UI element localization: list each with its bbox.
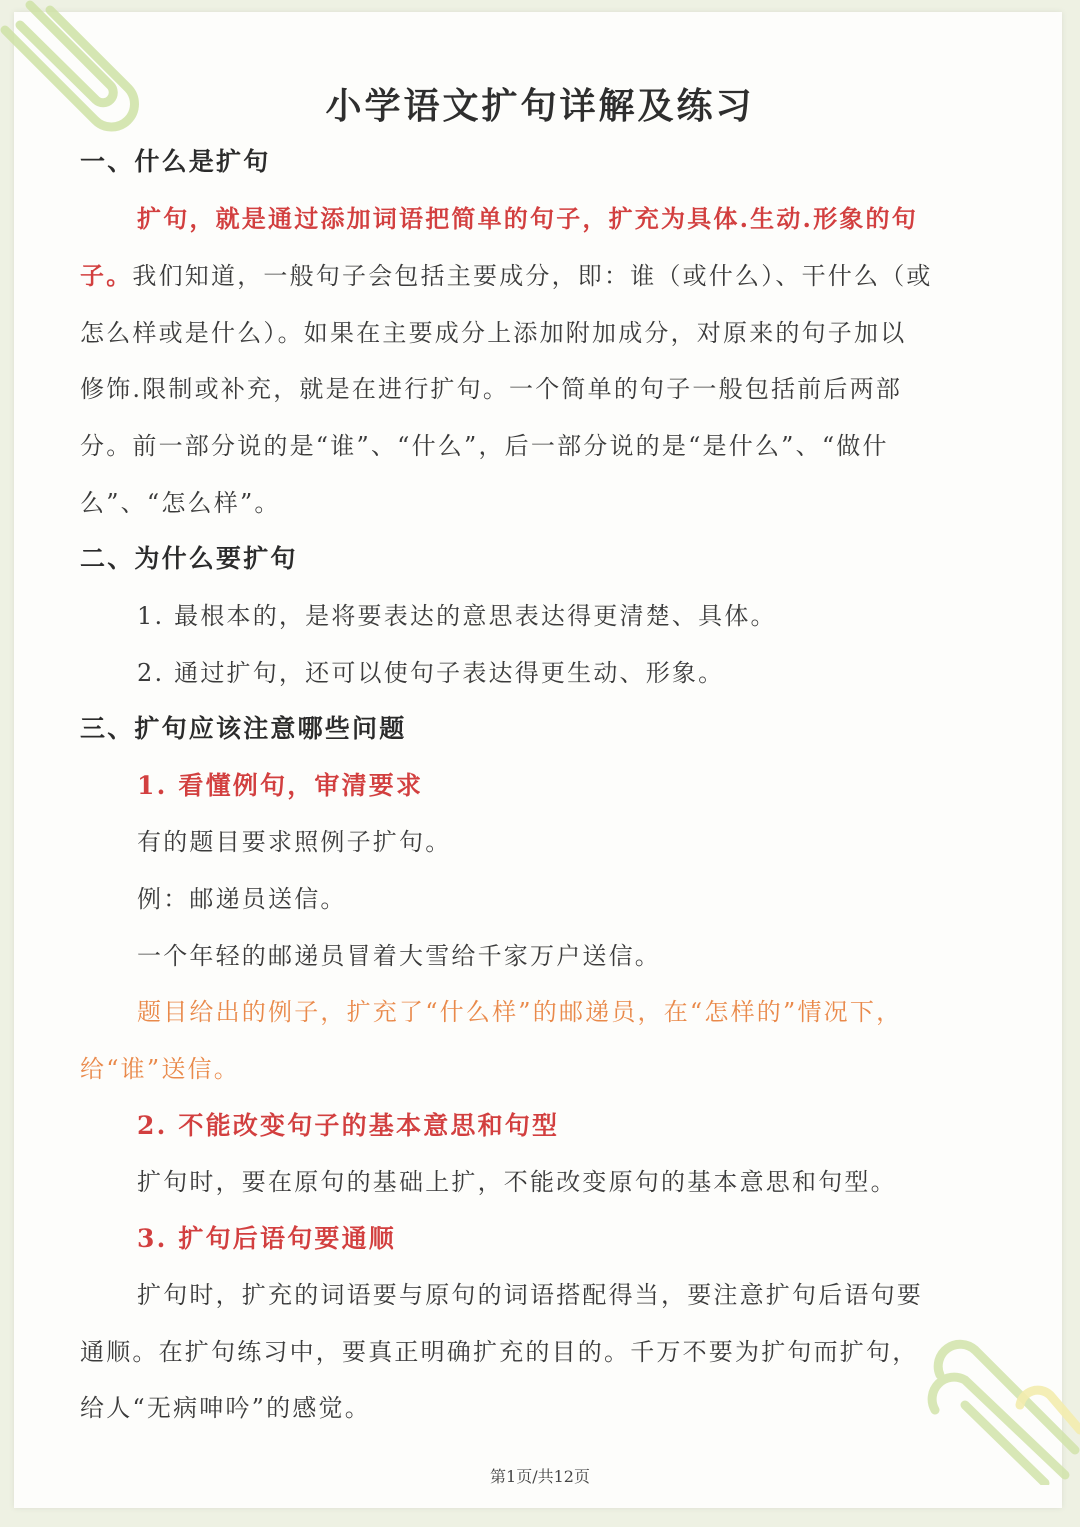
example-line: 一个年轻的邮递员冒着大雪给千家万户送信。 — [137, 942, 661, 970]
section-heading-3: 三、扩句应该注意哪些问题 — [80, 714, 407, 743]
paragraph-line: 分。前一部分说的是“谁”、“什么”，后一部分说的是“是什么”、“做什 — [80, 432, 889, 460]
subsection-heading: 1. 看懂例句，审清要求 — [137, 771, 424, 800]
definition-text: 扩句，就是通过添加词语把简单的句子，扩充为具体.生动.形象的句 — [137, 204, 918, 233]
paragraph-line: 有的题目要求照例子扩句。 — [137, 828, 452, 856]
paragraph-text: 我们知道，一般句子会包括主要成分，即：谁（或什么）、干什么（或 — [132, 262, 933, 290]
list-item: 2. 通过扩句，还可以使句子表达得更生动、形象。 — [137, 659, 725, 687]
section-heading-2: 二、为什么要扩句 — [80, 544, 298, 573]
list-item: 1. 最根本的，是将要表达的意思表达得更清楚、具体。 — [137, 602, 777, 630]
paragraph-line: 通顺。在扩句练习中，要真正明确扩充的目的。千万不要为扩句而扩句， — [80, 1338, 919, 1366]
paragraph-line: 么”、“怎么样”。 — [80, 489, 281, 517]
section-heading-1: 一、什么是扩句 — [80, 147, 271, 176]
paragraph-line: 扩句时，扩充的词语要与原句的词语搭配得当，要注意扩句后语句要 — [137, 1281, 923, 1309]
definition-text-end: 子。 — [80, 261, 133, 290]
page-number: 第1页/共12页 — [490, 1467, 590, 1486]
page-title: 小学语文扩句详解及练习 — [325, 85, 755, 127]
subsection-heading: 3. 扩句后语句要通顺 — [137, 1224, 397, 1253]
note-line: 给“谁”送信。 — [80, 1055, 240, 1083]
paragraph-line — [80, 260, 933, 292]
paperclip-icon — [925, 1335, 1080, 1485]
subsection-heading: 2. 不能改变句子的基本意思和句型 — [137, 1111, 560, 1140]
example-line: 例：邮递员送信。 — [137, 885, 347, 913]
paragraph-line: 修饰.限制或补充，就是在进行扩句。一个简单的句子一般包括前后两部 — [80, 375, 903, 403]
paragraph-line: 扩句时，要在原句的基础上扩，不能改变原句的基本意思和句型。 — [137, 1168, 897, 1196]
paragraph-line: 给人“无病呻吟”的感觉。 — [80, 1394, 371, 1422]
paragraph-line: 怎么样或是什么）。如果在主要成分上添加附加成分，对原来的句子加以 — [80, 319, 907, 347]
note-line: 题目给出的例子，扩充了“什么样”的邮递员，在“怎样的”情况下， — [137, 998, 903, 1026]
